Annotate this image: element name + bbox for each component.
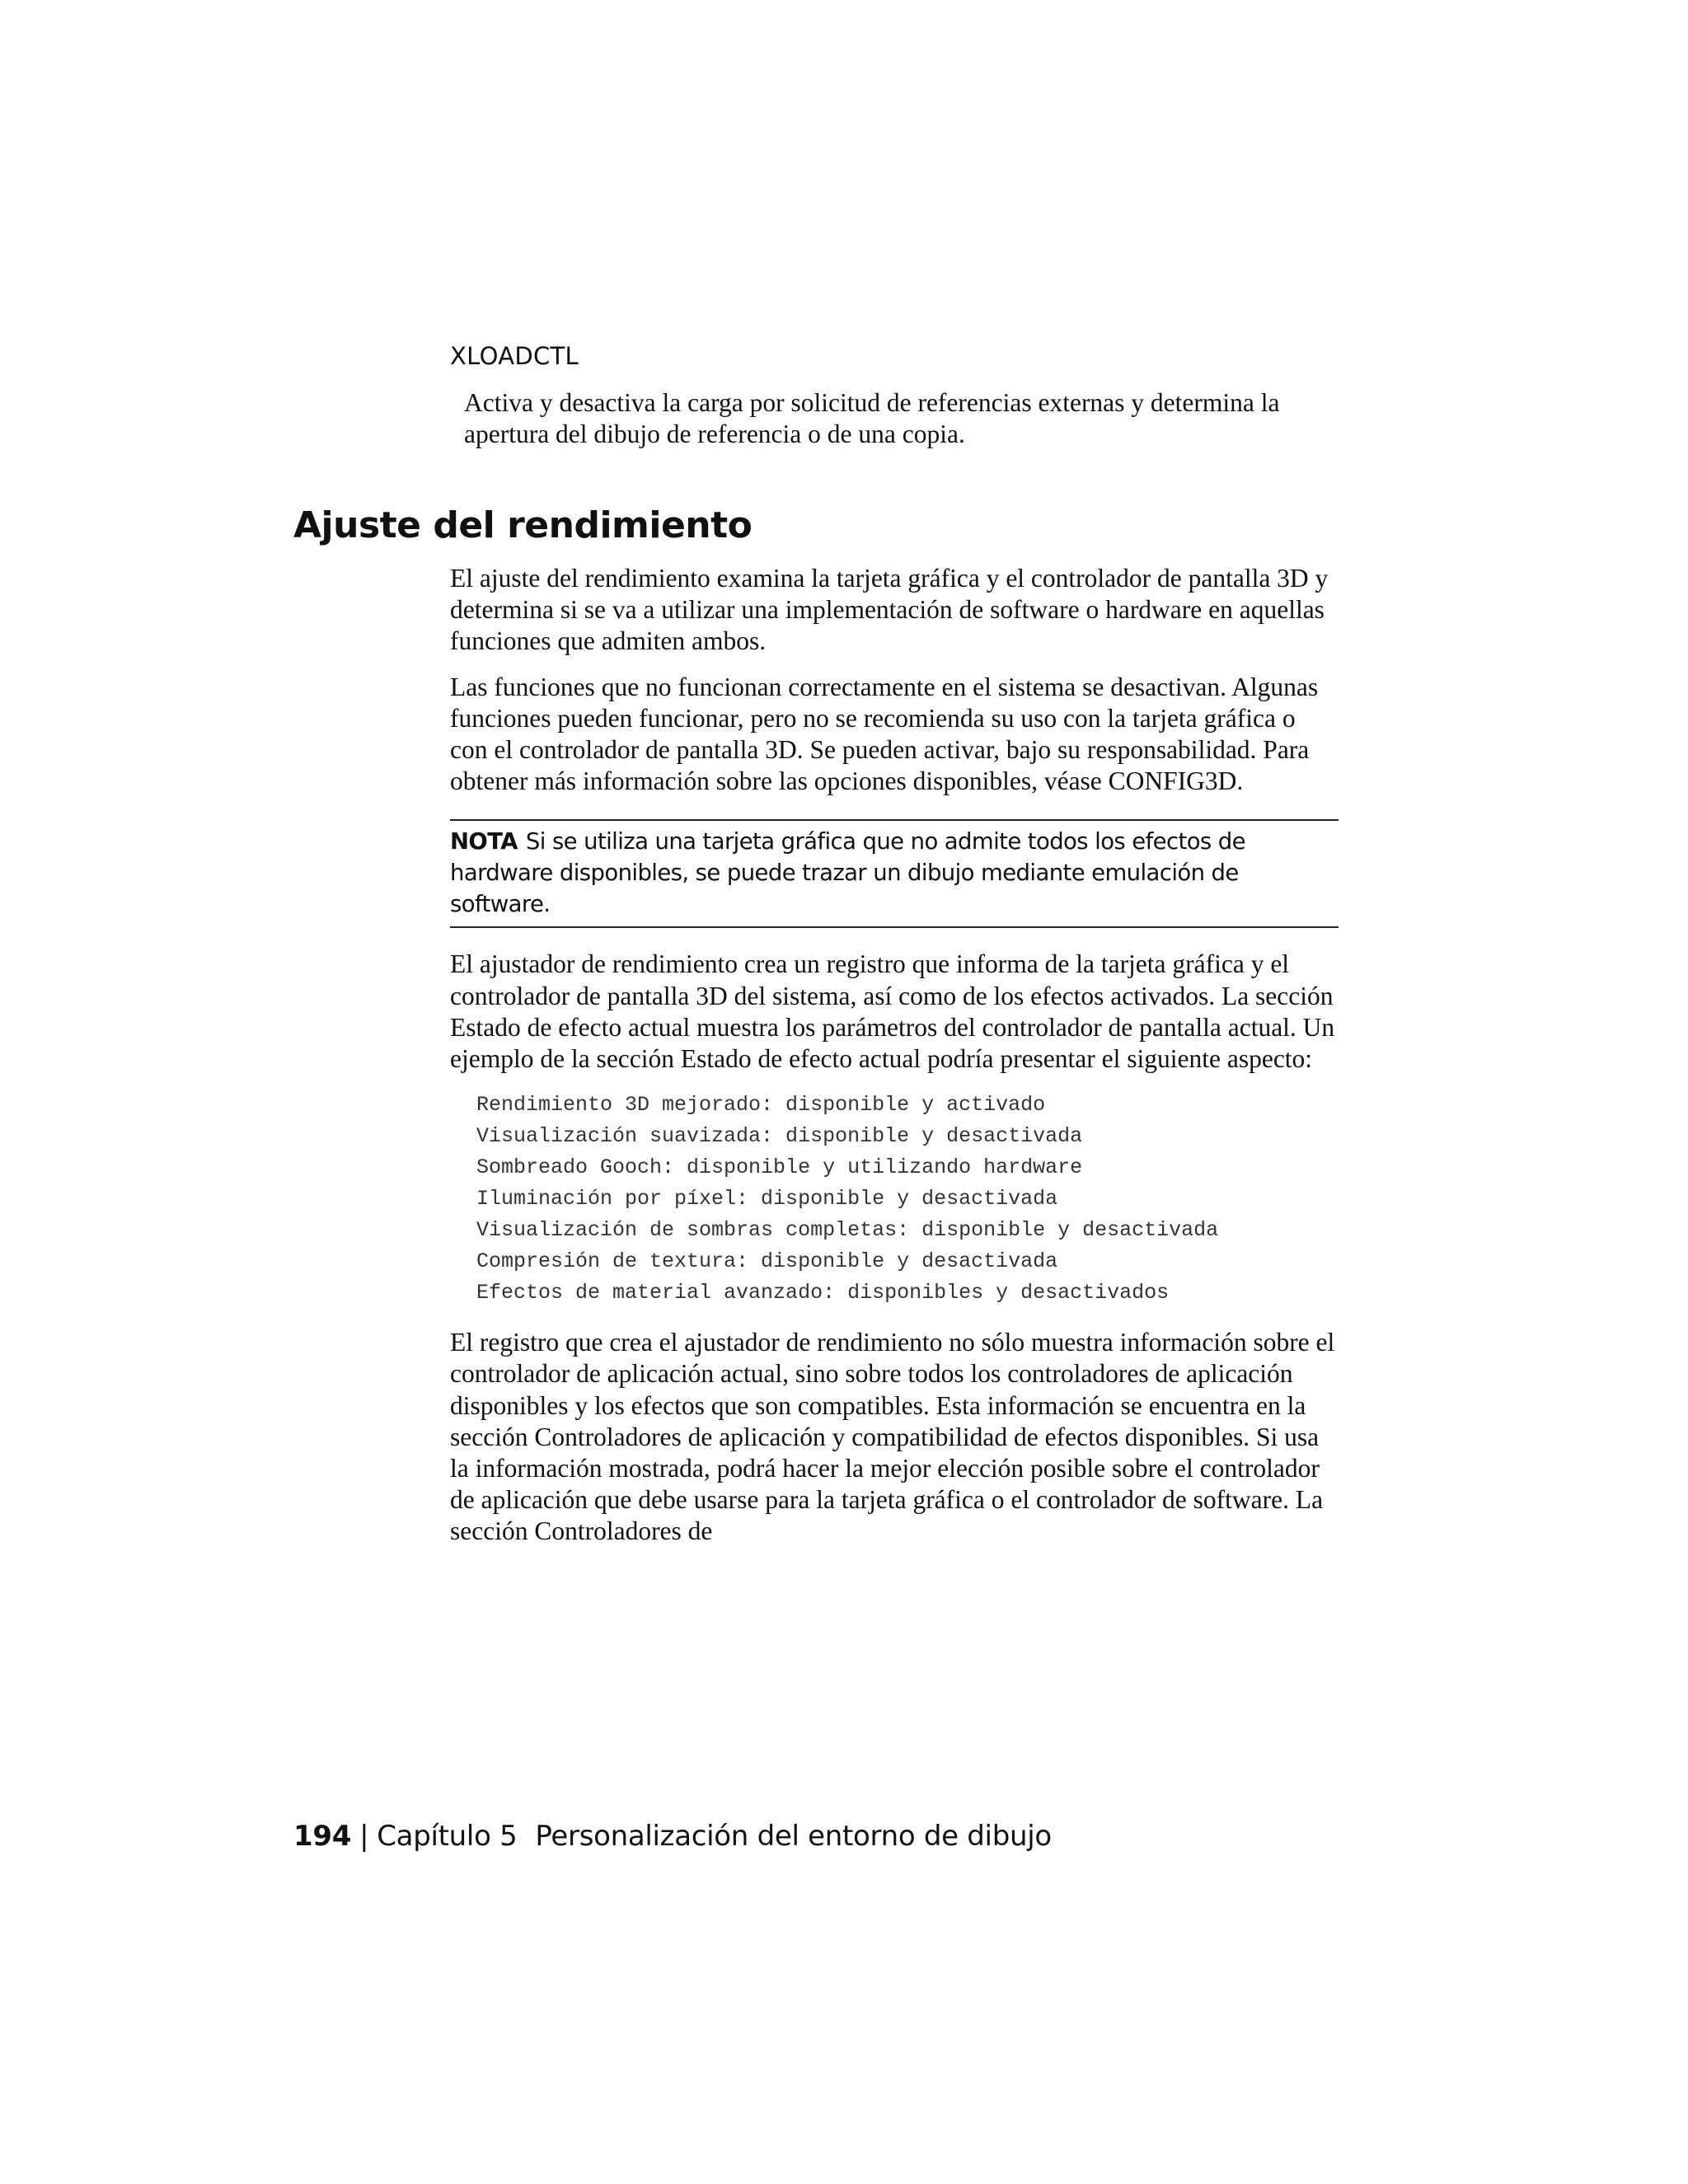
code-line: Iluminación por píxel: disponible y desactivada	[476, 1187, 1058, 1212]
code-block	[476, 1090, 1339, 1309]
page-footer	[293, 1820, 1052, 1853]
page-number: 194	[293, 1820, 352, 1853]
chapter-label: Capítulo 5	[377, 1820, 518, 1853]
code-line: Visualización suavizada: disponible y desactivada	[476, 1124, 1083, 1149]
code-line: Sombreado Gooch: disponible y utilizando hardware	[476, 1155, 1083, 1180]
note-box	[450, 819, 1339, 928]
note-label: NOTA	[450, 828, 518, 855]
code-line: Compresión de textura: disponible y desactivada	[476, 1249, 1058, 1274]
note-text: Si se utiliza una tarjeta gráfica que no admite todos los efectos de hardware disponibles, se puede trazar un dibujo mediante emulación de software.	[450, 828, 1245, 918]
footer-separator: |	[359, 1820, 369, 1853]
code-line: Visualización de sombras completas: disponible y desactivada	[476, 1218, 1219, 1243]
paragraph: El registro que crea el ajustador de rendimiento no sólo muestra información sobre el controlador de aplicación actual, sino sobre todos los controladores de aplicación disponibles y los efectos que son compatibles. Esta información se encuentra en la sección Controladores de aplicación y compatibilidad de efectos disponibles. Si usa la información mostrada, podrá hacer la mejor elección posible sobre el controlador de aplicación que debe usarse para la tarjeta gráfica o el controlador de software. La sección Controladores de	[450, 1328, 1335, 1546]
term-description: Activa y desactiva la carga por solicitud de referencias externas y determina la apertura del dibujo de referencia o de una copia.	[464, 388, 1280, 448]
section-body	[450, 563, 1339, 1562]
section-title: Ajuste del rendimiento	[293, 504, 753, 546]
chapter-title: Personalización del entorno de dibujo	[535, 1820, 1052, 1853]
paragraph: El ajustador de rendimiento crea un registro que informa de la tarjeta gráfica y el controlador de pantalla 3D del sistema, así como de los efectos activados. La sección Estado de efecto actual muestra los parámetros del controlador de pantalla actual. Un ejemplo de la sección Estado de efecto actual podría presentar el siguiente aspecto:	[450, 949, 1335, 1074]
paragraph: El ajuste del rendimiento examina la tarjeta gráfica y el controlador de pantalla 3D y determina si se va a utilizar una implementación de software o hardware en aquellas funciones que admiten ambos.	[450, 564, 1329, 656]
term-heading: XLOADCTL	[450, 342, 579, 370]
paragraph: Las funciones que no funcionan correctamente en el sistema se desactivan. Algunas funciones pueden funcionar, pero no se recomienda su uso con la tarjeta gráfica o con el controlador de pantalla 3D. Se pueden activar, bajo su responsabilidad. Para obtener más información sobre las opciones disponibles, véase CONFIG3D.	[450, 672, 1319, 796]
code-line: Efectos de material avanzado: disponibles y desactivados	[476, 1281, 1170, 1305]
code-line: Rendimiento 3D mejorado: disponible y activado	[476, 1093, 1046, 1118]
